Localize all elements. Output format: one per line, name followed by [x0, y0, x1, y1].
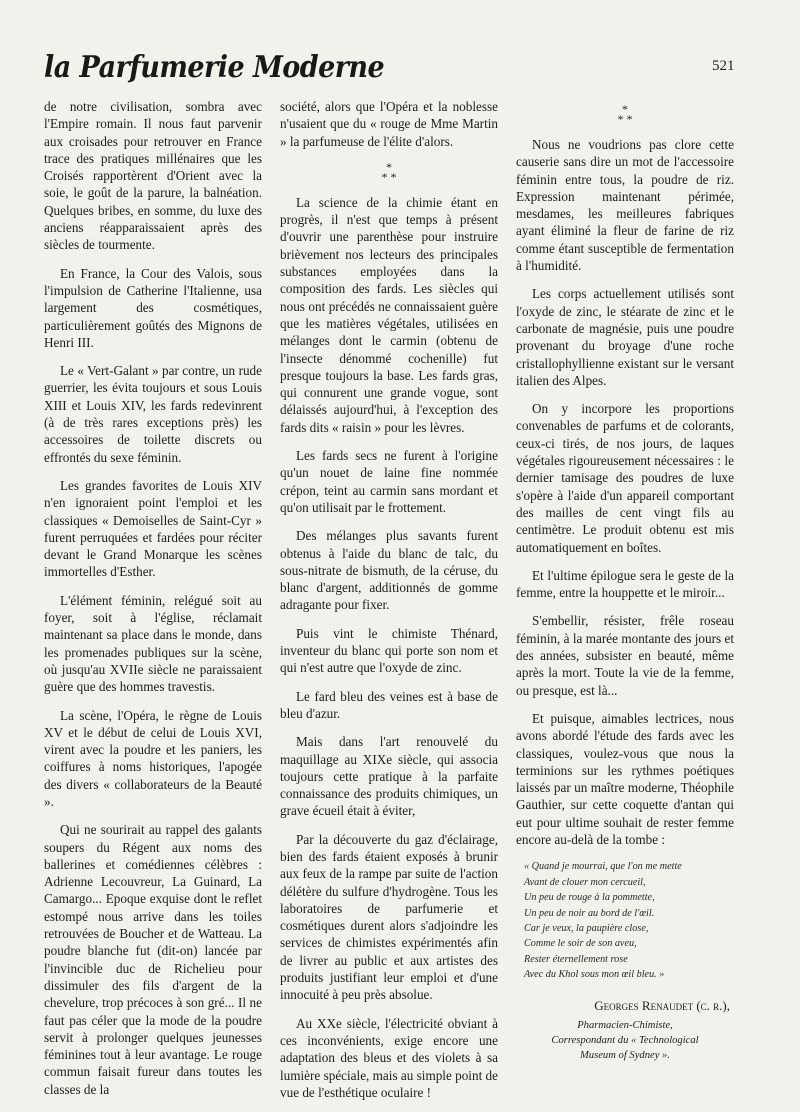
- poem-line: « Quand je mourrai, que l'on me mette: [524, 861, 682, 873]
- paragraph: Puis vint le chimiste Thénard, inventeur du blanc qui porte son nom et qui n'est autre que l'oxyde de zinc.: [280, 625, 498, 676]
- paragraph: Des mélanges plus savants furent obtenus à l'aide du blanc de talc, du sous-nitrate de bismuth, de la céruse, du blanc d'argent, additionnés de gomme adragante pour fixer.: [280, 528, 498, 613]
- paragraph: En France, la Cour des Valois, sous l'impulsion de Catherine l'Italienne, usa largement des cosmétiques, particulièrement goûtés des Mignons de Henri III.: [44, 265, 262, 350]
- column-3: [516, 98, 734, 1063]
- paragraph: La scène, l'Opéra, le règne de Louis XV et le début de celui de Louis XVI, virent avec la poudre et les paniers, les coiffures à noms historiques, l'apogée des divers « collaborateurs de la Beauté ».: [44, 707, 262, 809]
- paragraph: S'embellir, résister, frêle roseau féminin, à la marée montante des jours et des années, subsister en beauté, même après la mort. Toute la vie de la femme, ou presque, est là...: [516, 613, 734, 698]
- poem-line: Un peu de rouge à la pommette,: [524, 892, 655, 904]
- paragraph: Les grandes favorites de Louis XIV n'en ignoraient point l'emploi et les classiques « Demoiselles de Saint-Cyr » furent perruquées et fardées pour réciter devant le Grand Monarque les scènes immortelles d'Esther.: [44, 477, 262, 580]
- paragraph: Les corps actuellement utilisés sont l'oxyde de zinc, le stéarate de zinc et le carbonate de magnésie, puis une poudre provenant du broyage d'une roche cristallophyllienne existant sur le versant italien des Alpes.: [516, 286, 734, 388]
- section-separator: [516, 104, 734, 124]
- paragraph: Nous ne voudrions pas clore cette causerie sans dire un mot de l'accessoire féminin entre tous, la poudre de riz. Expression maintenant périmée, mesdames, les meilleures fabriques ayant éliminé la fleur de farine de riz comme étant susceptible de fermentation à l'humidité.: [516, 137, 734, 274]
- author-title-line: Museum of Sydney ».: [579, 1049, 671, 1061]
- column-1: [44, 98, 262, 1109]
- section-separator: [280, 159, 498, 184]
- column-2: [280, 98, 498, 1112]
- paragraph: On y incorpore les proportions convenables de parfums et de colorants, ceux-ci tirés, de nos jours, de laques végétales rigoureusement nécessaires : le dernier tamisage des poudres de luxe s'opère à l'aide d'un appareil comportant des mailles de cent vingt fils au centimètre. Le produit obtenu est mis automatiquement en boîtes.: [516, 401, 734, 555]
- author-title-line: Correspondant du « Technological: [551, 1034, 699, 1046]
- paragraph: Et l'ultime épilogue sera le geste de la femme, entre la houppette et le miroir...: [516, 567, 734, 601]
- paragraph: Au XXe siècle, l'électricité obviant à ces inconvénients, exige encore une adaptation des bleus et des violets à sa lumière spéciale, mais au simple point de vue de l'esthétique oculaire !: [280, 1015, 498, 1100]
- separator-star: *: [622, 102, 628, 116]
- poem-line: Comme le soir de son aveu,: [524, 938, 637, 950]
- separator-star: *: [386, 159, 392, 174]
- paragraph: Le fard bleu des veines est à base de bleu d'azur.: [280, 688, 498, 721]
- page-number: 521: [712, 58, 735, 74]
- paragraph: La science de la chimie étant en progrès, il n'est que temps à présent d'ouvrir une parenthèse pour instruire brièvement nos lecteurs des principales substances employées dans la composition des fards. Les siècles qui nous ont précédés ne connaissaient guère que les matières végétales, utilisées en mélanges dont le carmin (obtenu de l'insecte dénommé cochenille) fut presque toujours la base. Les fards gras, qui connurent une grande vogue, sont délaissés aujourd'hui, à l'exception des fards dits « raisin » pour les lèvres.: [280, 194, 498, 435]
- paragraph: société, alors que l'Opéra et la noblesse n'usaient que du « rouge de Mme Martin » la parfumeuse de l'élite d'alors.: [280, 99, 498, 149]
- poem: [524, 859, 734, 982]
- paragraph: L'élément féminin, relégué soit au foyer, soit à l'église, réclamait maintenant sa place dans le monde, dans les promenades publiques sur la scène, où jusqu'au XVIIe siècle ne paraissaient guère que des hommes travestis.: [44, 592, 262, 695]
- paragraph: Le « Vert-Galant » par contre, un rude guerrier, les évita toujours et sous Louis XIII et Louis XIV, les fards redevinrent (à de très rares exceptions près) les accessoires de toilette discrets ou effrontés du sexe féminin.: [44, 363, 262, 465]
- paragraph: Qui ne sourirait au rappel des galants soupers du Régent aux noms des ballerines et comédiennes célèbres : Adrienne Lecouvreur, La Guinard, La Camargo... Epoque exquise dont le reflet estompé nous arrive dans les toiles retrouvées de Boucher et de Watteau. La poudre blanche fut (dit-on) lancée par l'invincible duc de Richelieu pour dissimuler des fils d'argent de la chevelure, trop précoces à son gré... Il ne faut pas céler que la mode de la poudre servit à prolonger quelques jeunesses féminines tout à leur avantage. Le rouge commun faisait fureur dans toutes les classes de la: [44, 822, 262, 1097]
- separator-stars: * *: [617, 112, 633, 126]
- poem-line: Avant de clouer mon cercueil,: [524, 876, 646, 888]
- paragraph: de notre civilisation, sombra avec l'Empire romain. Il nous faut parvenir aux croisades pour retrouver en France trace des pratiques millénaires que les Croisés rapportèrent d'Orient avec la soie, le goût de la parure, la balnéation. Quelques bribes, en somme, du luxe des anciens réapparaissaient après des siècles de tourmente.: [44, 99, 262, 253]
- author-title: [516, 1018, 734, 1063]
- poem-line: Un peu de noir au bord de l'œil.: [524, 907, 655, 919]
- paragraph: Et puisque, aimables lectrices, nous avons abordé l'étude des fards avec les classiques, voulez-vous que nous la terminions sur les rythmes poétiques laissés par un maître moderne, Théophile Gauthier, sur cette coquette d'antan qui eut pour ultime souhait de rester femme encore au-delà de la tombe :: [516, 710, 734, 847]
- poem-line: Avec du Khol sous mon œil bleu. »: [524, 969, 665, 981]
- paragraph: Mais dans l'art renouvelé du maquillage au XIXe siècle, qui associa toujours cette pratique à la parfaite connaissance des produits chimiques, un grave écueil était à éviter,: [280, 734, 498, 819]
- masthead: la Parfumerie Moderne: [44, 50, 385, 85]
- paragraph: Les fards secs ne furent à l'origine qu'un nouet de laine fine nommée crépon, teint au carmin sans mordant et qu'on utilisait par le frottement.: [280, 448, 498, 515]
- poem-line: Rester éternellement rose: [524, 953, 628, 965]
- author-title-line: Pharmacien-Chimiste,: [577, 1019, 673, 1031]
- paragraph: Par la découverte du gaz d'éclairage, bien des fards étaient exposés à brunir aux feux de la rampe par suite de l'action délétère du sulfure d'hydrogène. Tous les laboratoires de parfumerie et cosmétiques durent alors s'adjoindre les services de chimistes expérimentés afin de livrer au public et aux artistes des produits justifiant leur emploi et d'une innocuité à peu près absolue.: [280, 831, 498, 1003]
- poem-line: Car je veux, la paupière close,: [524, 922, 649, 934]
- author-signature: Georges Renaudet (c. r.),: [594, 997, 730, 1013]
- separator-stars: * *: [381, 169, 397, 184]
